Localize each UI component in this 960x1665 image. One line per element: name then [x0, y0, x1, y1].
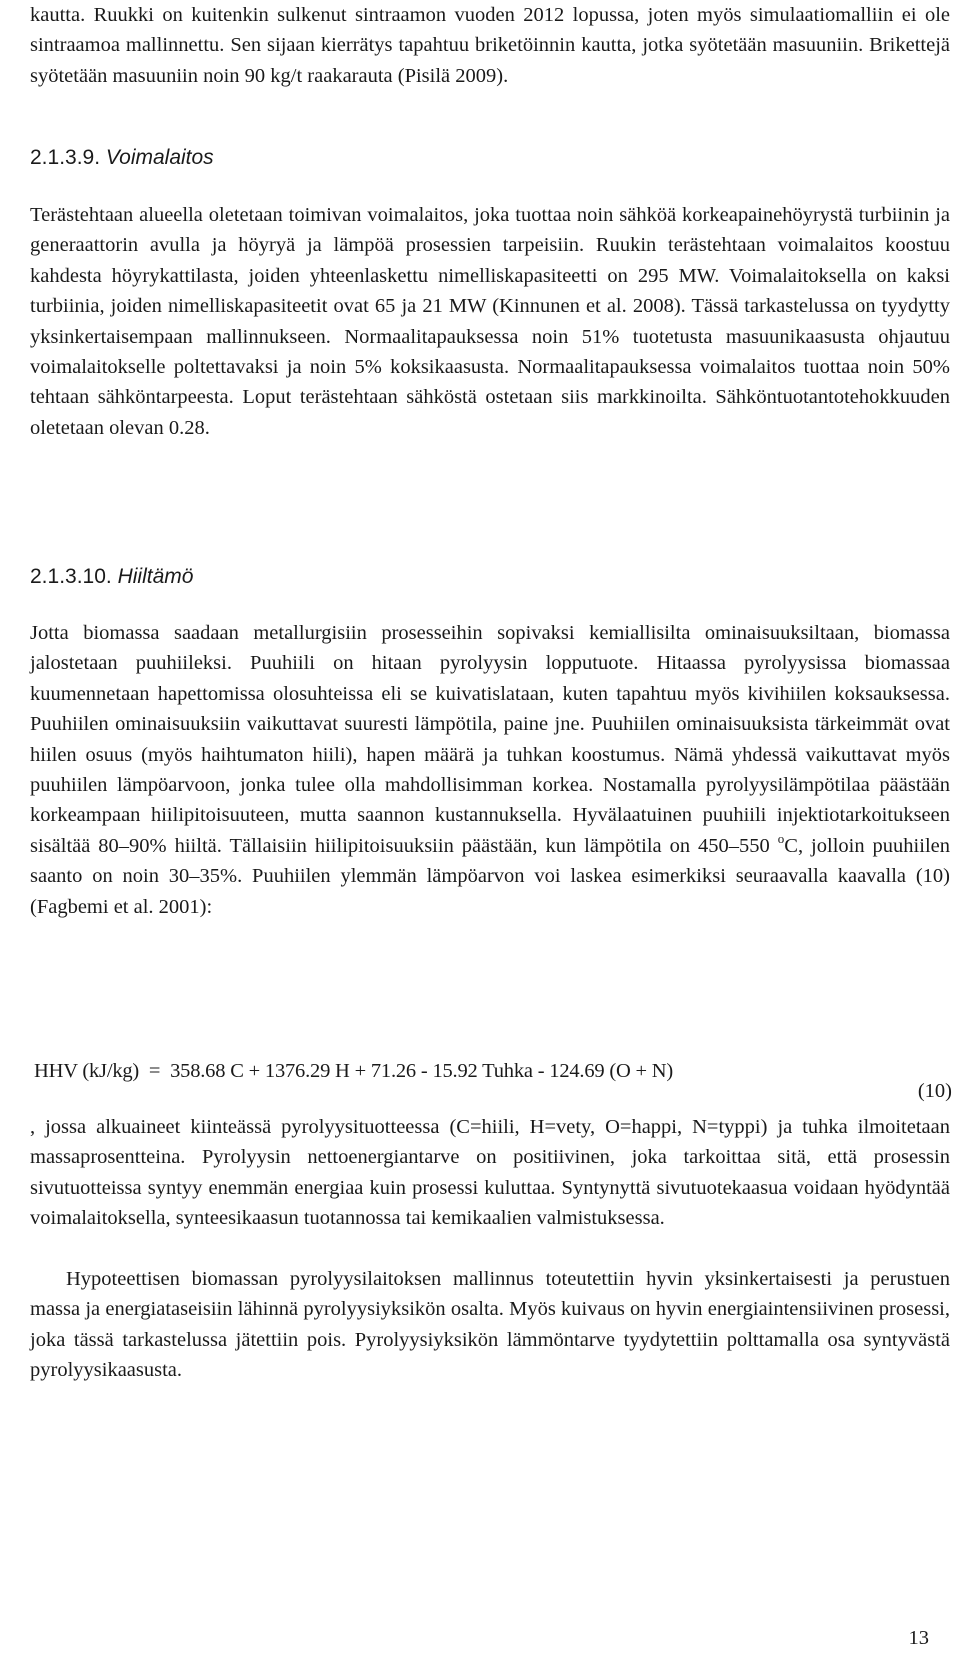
page-number: 13: [908, 1627, 929, 1649]
section-title: Hiiltämö: [117, 565, 194, 588]
hiiltamo-text-part1: Jotta biomassa saadaan metallurgisiin prosesseihin sopivaksi kemiallisilta ominaisuuksiltaan, biomassa jalostetaan puuhiileksi. Puuhiili on hitaan pyrolyysin lopputuote. Hitaassa pyrolyysissa biomassaa kuumennetaan hapettomissa olosuhteissa eli se kuivatislataan, kuten tapahtuu myös kivihiilen koksauksessa. Puuhiilen ominaisuuksiin vaikuttavat suuresti lämpötila, paine jne. Puuhiilen ominaisuuksista tärkeimmät ovat hiilen osuus (myös haihtumaton hiili), hapen määrä ja tuhkan koostumus. Nämä yhdessä vaikuttavat myös puuhiilen lämpöarvoon, jonka tulee olla mahdollisimman korkea. Nostamalla pyrolyysilämpötilaa päästään korkeampaan hiilipitoisuuteen, mutta saannon kustannuksella. Hyvälaatuinen puuhiili injektiotarkoitukseen sisältää 80–90% hiiltä. Tällaisiin hiilipitoisuuksiin päästään, kun lämpötila on 450–550: [30, 622, 950, 857]
hypothetical-paragraph: Hypoteettisen biomassan pyrolyysilaitoksen mallinnus toteutettiin hyvin yksinkertaisesti ja perustuen massa ja energiataseisiin lähinnä pyrolyysiyksikön osalta. Myös kuivaus on hyvin energiaintensiivinen prosessi, joka tässä tarkastelussa jätettiin pois. Pyrolyysiyksikön lämmöntarve tyydytettiin polttamalla osa syntyvästä pyrolyysikaasusta.: [30, 1268, 950, 1382]
equation-formula: HHV (kJ/kg) = 358.68 C + 1376.29 H + 71.26 - 15.92 Tuhka - 124.69 (O + N): [34, 1060, 674, 1082]
degree-superscript: o: [777, 830, 785, 846]
section-heading-voimalaitos: [30, 144, 214, 172]
hiiltamo-paragraph: [30, 618, 950, 922]
equation-number: (10): [917, 1080, 952, 1102]
section-title: Voimalaitos: [105, 146, 214, 169]
section-number: 2.1.3.10.: [30, 565, 112, 588]
section-heading-hiiltamo: [30, 563, 193, 591]
hiiltamo-text-part2: C, jolloin puuhiilen saanto on noin 30–35%. Puuhiilen ylemmän lämpöarvon voi laskea esimerkiksi seuraavalla kaavalla (10) (Fagbemi et al. 2001):: [30, 834, 950, 918]
voimalaitos-paragraph: Terästehtaan alueella oletetaan toimivan voimalaitos, joka tuottaa noin sähköä korkeapainehöyrystä turbiinin ja generaattorin avulla ja höyryä ja lämpöä prosessien tarpeisiin. Ruukin terästehtaan voimalaitos koostuu kahdesta höyrykattilasta, joiden yhteenlaskettu nimelliskapasiteetti on 295 MW. Voimalaitoksella on kaksi turbiinia, joiden nimelliskapasiteetit ovat 65 ja 21 MW (Kinnunen et al. 2008). Tässä tarkastelussa on tyydytty yksinkertaisempaan mallinnukseen. Normaalitapauksessa noin 51% tuotetusta masuunikaasusta ohjautuu voimalaitokselle poltettavaksi ja noin 5% koksikaasusta. Normaalitapauksessa voimalaitos tuottaa noin 50% tehtaan sähköntarpeesta. Loput terästehtaan sähköstä ostetaan siis markkinoilta. Sähköntuotantotehokkuuden oletetaan olevan 0.28.: [30, 204, 950, 439]
intro-paragraph: kautta. Ruukki on kuitenkin sulkenut sintraamon vuoden 2012 lopussa, joten myös simulaatiomalliin ei ole sintraamoa mallinnettu. Sen sijaan kierrätys tapahtuu briketöinnin kautta, jotka syötetään masuuniin. Brikettejä syötetään masuuniin noin 90 kg/t raakarauta (Pisilä 2009).: [30, 4, 950, 87]
after-equation-paragraph: , jossa alkuaineet kiinteässä pyrolyysituotteessa (C=hiili, H=vety, O=happi, N=typpi) ja tuhka ilmoitetaan massaprosentteina. Pyrolyysin nettoenergiantarve on positiivinen, joka tarkoittaa sitä, että prosessin sivutuotteissa syntyy enemmän energiaa kuin prosessi kuluttaa. Syntynyttä sivutuotekaasua voidaan hyödyntää voimalaitoksella, synteesikaasun tuotannossa tai kemikaalien valmistuksessa.: [30, 1116, 950, 1230]
equation-block: [30, 1054, 950, 1114]
section-number: 2.1.3.9.: [30, 146, 101, 169]
